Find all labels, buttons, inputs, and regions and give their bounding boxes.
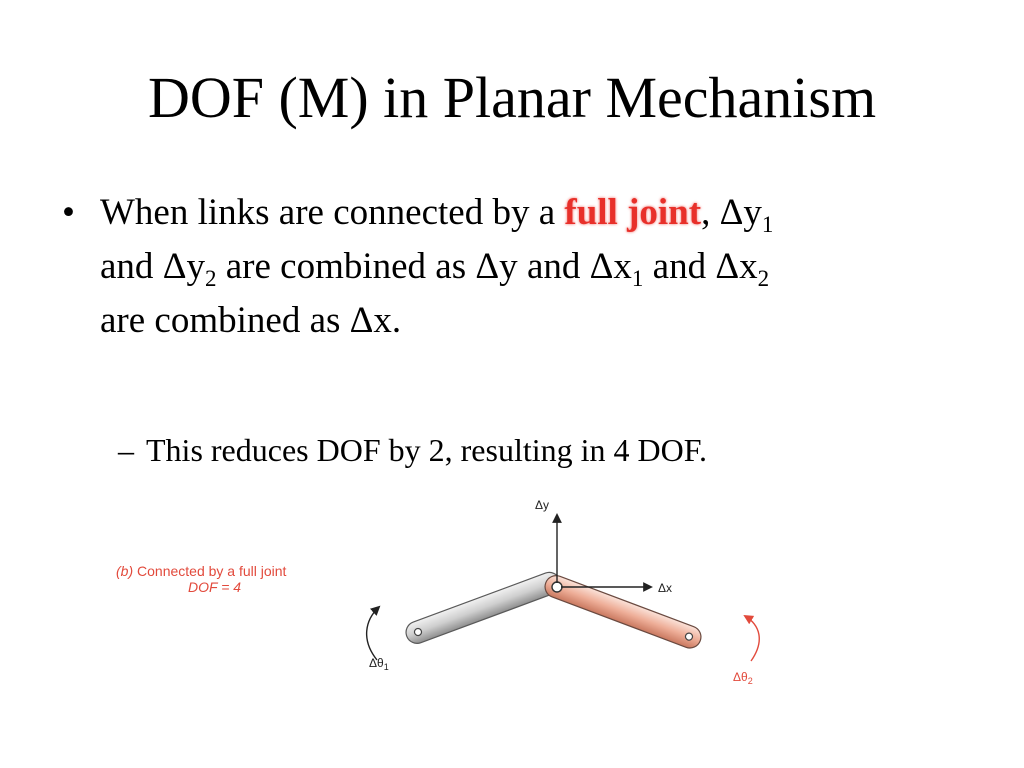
dtheta1-text: Δθ (369, 656, 384, 670)
bullet-item (62, 186, 942, 348)
bullet-part2: , (701, 192, 720, 233)
caption-line-1 (116, 563, 286, 579)
delta-x-2: Δx (715, 246, 758, 287)
link-2 (542, 572, 704, 651)
full-joint-pin (552, 582, 562, 592)
link-1 (403, 569, 564, 646)
delta-y-1: Δy (719, 192, 762, 233)
dy-label: Δy (535, 498, 550, 512)
sub-bullet-dash: – (118, 432, 134, 468)
subscript-2: 2 (204, 266, 217, 291)
delta-x-1: Δx (589, 246, 632, 287)
full-joint-highlight: full joint (564, 192, 702, 233)
bullet-part1: When links are connected by a (100, 192, 565, 233)
combined-text-1: are combined as (216, 246, 476, 287)
dtheta2-sub: 2 (747, 676, 753, 686)
delta-y: Δy (475, 246, 518, 287)
dtheta2-text: Δθ (733, 670, 748, 684)
dtheta1-label (369, 656, 389, 672)
and-text-1: and (100, 246, 163, 287)
delta-y-2: Δy (162, 246, 205, 287)
mechanism-figure (355, 495, 775, 695)
caption-line-2: DOF = 4 (188, 579, 242, 595)
dtheta2-label (733, 670, 753, 686)
and-text-3: and (643, 246, 716, 287)
caption-text: Connected by a full joint (137, 563, 287, 579)
dtheta2-arrow (745, 616, 759, 661)
subscript-x2: 2 (757, 266, 770, 291)
dtheta1-sub: 1 (383, 662, 389, 672)
caption-tag: (b) (116, 563, 134, 579)
bullet-text (100, 186, 942, 348)
sub-bullet-item (118, 428, 707, 472)
slide-title: DOF (M) in Planar Mechanism (147, 65, 877, 130)
subscript-1: 1 (761, 212, 774, 237)
figure-caption (116, 563, 286, 595)
subscript-x1: 1 (631, 266, 644, 291)
dtheta1-arrow (367, 607, 379, 660)
mechanism-diagram (355, 495, 775, 695)
bullet-tail: are combined as Δx. (100, 300, 402, 341)
bullet-symbol: • (62, 192, 75, 233)
dx-label: Δx (658, 581, 673, 595)
and-text-2: and (517, 246, 590, 287)
sub-bullet-text: This reduces DOF by 2, resulting in 4 DOF. (146, 432, 707, 468)
